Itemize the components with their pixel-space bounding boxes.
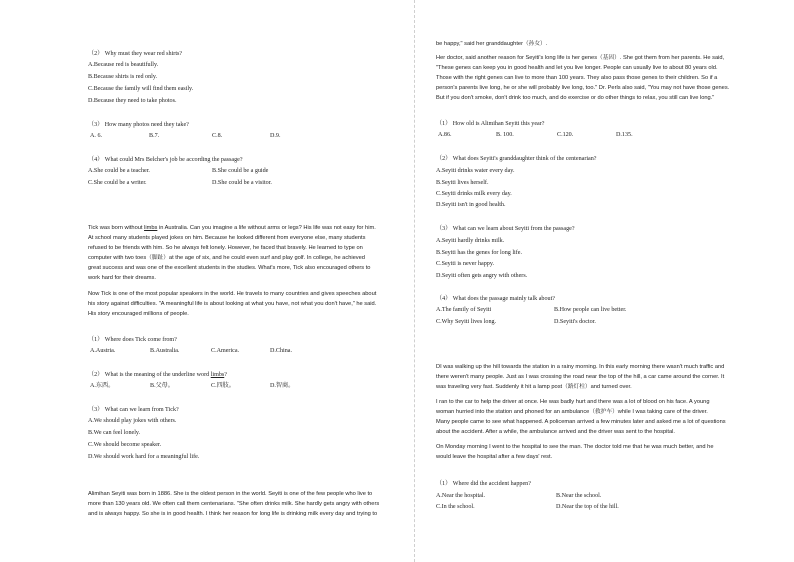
option-d: D.Seyiti often gets angry with others. <box>436 273 528 279</box>
question-stem: （3） What can we learn from Tick? <box>88 407 179 413</box>
passage-line: Many people came to see what happened. A policeman arrived a few minutes later and asked me a lot of questions <box>436 419 726 425</box>
option-b: B. 100. <box>496 132 514 138</box>
underlined-word: limbs <box>144 225 158 231</box>
passage-line: But if you don't smoke, don't drink too much, and do exercise or do other things to relax, you still can live long." <box>436 95 715 101</box>
option-b: B.父母。 <box>150 383 174 389</box>
option-d: D.She could be a visitor. <box>212 180 272 186</box>
passage-line: more than 130 years old. We often call them centenarians. "She often drinks milk. She hardly gets angry with others <box>88 501 380 507</box>
question-stem: （3） How many photos need they take? <box>88 122 189 128</box>
option-d: D.China. <box>270 348 293 354</box>
option-a: A.Near the hospital. <box>436 493 486 499</box>
passage-line: work hard for their dreams. <box>88 275 156 281</box>
question-stem: （2） What does Seyiti's granddaughter think of the centenarian? <box>436 156 597 162</box>
passage-line: great success and was one of the excellent students in the studies. What's more, Tick also encouraged others to <box>88 265 371 271</box>
passage-line: On Monday morning I went to the hospital to see the man. The doctor told me that he was much better, and he <box>436 444 714 450</box>
passage-line: computer with two toes（脚趾）at the age of six, and he could even surf and play golf. In college, he achieved <box>88 255 365 261</box>
passage-line: woman hurried into the station and phoned for an ambulance（救护车）while I was taking care of the driver. <box>436 409 708 415</box>
option-d: D.Because they need to take photos. <box>88 98 177 104</box>
option-d: D.智商。 <box>270 383 295 389</box>
option-b: B.We can feel lonely. <box>88 430 141 436</box>
passage-line: was traveling very fast. Suddenly it hit a lamp post（路灯柱）and turned over. <box>436 384 632 390</box>
option-d: D.Seyiti isn't in good health. <box>436 202 506 208</box>
option-b: B.She could be a guide <box>212 168 269 174</box>
passage-line: would leave the hospital after a few days' rest. <box>436 454 553 460</box>
passage-line: about the accident. After a while, the ambulance arrived and the driver was sent to the hospital. <box>436 429 676 435</box>
passage-line: DI was walking up the hill towards the station in a rainy morning. In this early morning there wasn't much traffic and <box>436 364 725 370</box>
question-stem: （1） Where does Tick come from? <box>88 337 177 343</box>
underlined-word: limbs <box>210 372 225 378</box>
option-a: A.东西。 <box>90 383 115 389</box>
question-stem: （2） What is the meaning of the underline word limbs? <box>88 372 227 378</box>
option-c: C.四肢。 <box>211 383 235 389</box>
option-c: C.Seyiti drinks milk every day. <box>436 191 512 197</box>
option-c: C.Seyiti is never happy. <box>436 261 494 267</box>
option-b: B.Because shirts is red only. <box>88 74 157 80</box>
option-d: D.Seyiti's doctor. <box>554 319 596 325</box>
option-a: A.86. <box>438 132 452 138</box>
option-d: D.135. <box>616 132 633 138</box>
option-a: A. 6. <box>90 133 103 139</box>
question-stem: （3） What can we learn about Seyiti from the passage? <box>436 226 575 232</box>
option-b: B.Seyiti has the genes for long life. <box>436 250 522 256</box>
option-c: C.Why Seyiti lives long. <box>436 319 497 325</box>
option-b: B.Seyiti lives herself. <box>436 180 489 186</box>
option-b: B.Australia. <box>150 348 180 354</box>
option-b: B.7. <box>149 133 160 139</box>
question-stem: （1） Where did the accident happen? <box>436 481 531 487</box>
option-d: D.9. <box>270 133 281 139</box>
passage-line: person's parents live long, he or she will probably live long, too." Dr. Perls also said, "You may not have those genes. <box>436 85 730 91</box>
passage-line: I ran to the car to help the driver at once. He was badly hurt and there was a lot of blood on his face. A young <box>436 399 710 405</box>
option-c: C.We should become speaker. <box>88 442 162 448</box>
passage-line: Alimihan Seyiti was born in 1886. She is the oldest person in the world. Seyiti is one of the few people who live to <box>88 491 373 497</box>
option-c: C.She could be a writer. <box>88 180 147 186</box>
passage-line: Now Tick is one of the most popular speakers in the world. He travels to many countries and gives speeches about <box>88 291 377 297</box>
passage-line: At school many students played jokes on him. Because he looked different from everyone else, many students <box>88 235 366 241</box>
passage-line: His story encouraged millions of people. <box>88 311 189 317</box>
option-a: A.She could be a teacher. <box>88 168 150 174</box>
option-a: A.Seyiti hardly drinks milk. <box>436 238 505 244</box>
option-c: C.Because the family will find them easily. <box>88 86 194 92</box>
question-stem: （2） Why must they wear red shirts? <box>88 51 183 57</box>
option-a: A.The family of Seyiti <box>436 307 492 313</box>
passage-line: there weren't many people. Just as I was crossing the road near the top of the hill, a car came around the corner. It <box>436 374 725 380</box>
option-a: A.Seyiti drinks water every day. <box>436 168 515 174</box>
passage-line: and is always happy. So she is in good health. I think her reason for long life is drinking milk every day and trying to <box>88 511 378 517</box>
question-stem: （4） What does the passage mainly talk about? <box>436 296 555 302</box>
passage-line: Her doctor, said another reason for Seyiti's long life is her genes（基因）. She got them from her parents. He said, <box>436 55 725 61</box>
column-divider <box>414 0 415 562</box>
passage-line: be happy," said her granddaughter（孙女）. <box>436 41 548 47</box>
passage-line: "These genes can keep you in good health and let you live longer. People can usually live to about 80 years old. <box>436 65 718 71</box>
option-b: B.Near the school. <box>556 493 602 499</box>
option-d: D.Near the top of the hill. <box>556 504 619 510</box>
passage-line: Tick was born without limbs in Australia. Can you imagine a life without arms or legs? His life was not easy for him. <box>88 225 376 231</box>
option-c: C.America. <box>211 348 240 354</box>
option-c: C.8. <box>212 133 223 139</box>
question-stem: （1） How old is Alimihan Seyiti this year? <box>436 121 545 127</box>
option-a: A.Austria. <box>90 348 116 354</box>
option-b: B.How people can live better. <box>554 307 627 313</box>
option-c: C.In the school. <box>436 504 475 510</box>
option-a: A.Because red is beautifully. <box>88 62 159 68</box>
option-c: C.120. <box>557 132 574 138</box>
passage-line: refused to be friends with him. So he always felt lonely. However, he faced that bravely. He learned to type on <box>88 245 363 251</box>
passage-line: Those with the right genes can live to more than 100 years. They also pass those genes to their children. So if a <box>436 75 718 81</box>
option-a: A.We should play jokes with others. <box>88 418 177 424</box>
question-stem: （4） What could Mrs Belcher's job be according the passage? <box>88 157 243 163</box>
passage-line: his story against difficulties. "A meaningful life is about looking at what you have, not what you don't have," he said. <box>88 301 377 307</box>
option-d: D.We should work hard for a meaningful life. <box>88 454 200 460</box>
